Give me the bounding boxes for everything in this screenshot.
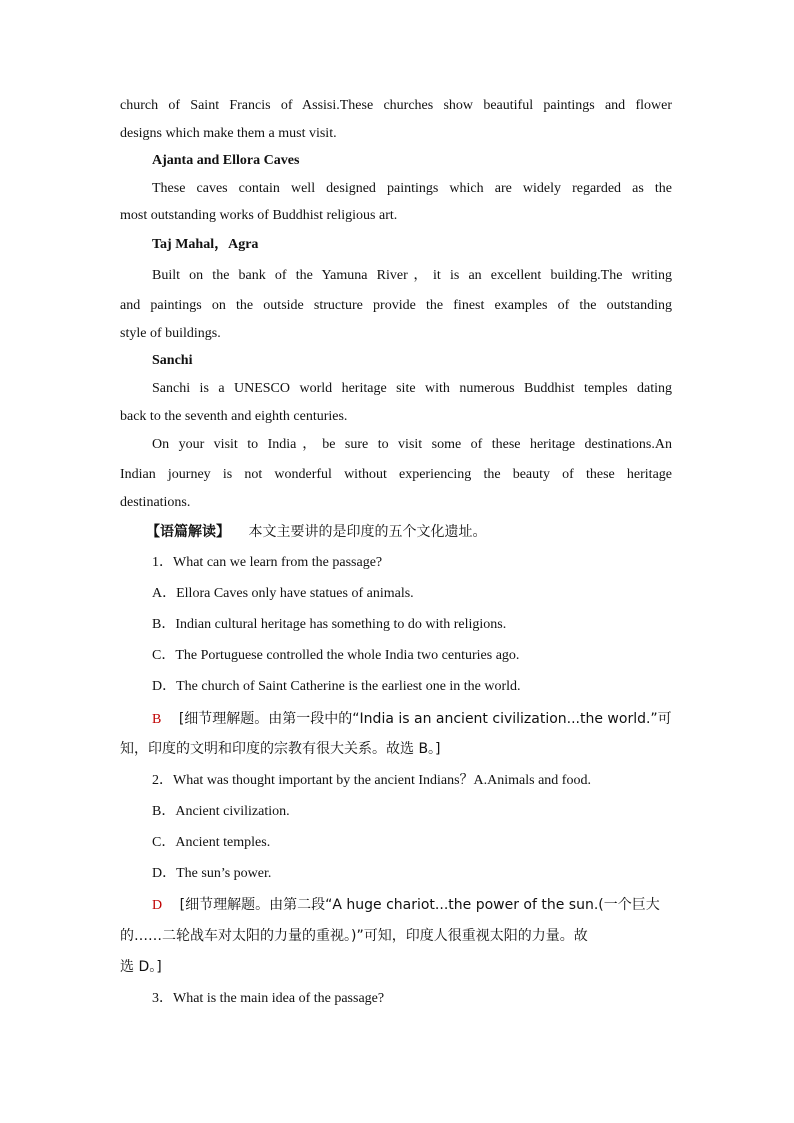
analysis-block	[146, 518, 486, 546]
explanation-text: [细节理解题。由第二段“A huge chariot...the power of the sun.(一个巨大	[179, 897, 660, 913]
section-heading: Ajanta and Ellora Caves	[152, 153, 300, 168]
option-a: A．Ellora Caves only have statues of animals.	[152, 586, 414, 601]
analysis-label: 【语篇解读】	[146, 524, 230, 540]
analysis-text: 本文主要讲的是印度的五个文化遗址。	[248, 524, 487, 540]
answer-letter: D	[152, 898, 163, 913]
passage-line: Built on the bank of the Yamuna River，it is an excellent building.The writing	[152, 268, 672, 283]
option-c: C．The Portuguese controlled the whole India two centuries ago.	[152, 648, 520, 663]
passage-line: back to the seventh and eighth centuries.	[120, 409, 348, 424]
explanation-text: [细节理解题。由第一段中的“India is an ancient civilization...the world.”可	[178, 711, 672, 727]
answer-letter: B	[152, 712, 162, 727]
section-heading: Sanchi	[152, 353, 193, 368]
passage-line: and paintings on the outside structure provide the finest examples of the outstanding	[120, 298, 672, 313]
answer-explanation	[152, 891, 660, 920]
answer-explanation	[152, 705, 672, 734]
question-stem: 2．What was thought important by the ancient Indians？A.Animals and food.	[152, 773, 591, 788]
passage-line: Indian journey is not wonderful without experiencing the beauty of these heritage	[120, 467, 672, 482]
option-d: D．The sun’s power.	[152, 866, 272, 881]
option-b: B．Indian cultural heritage has something to do with religions.	[152, 617, 507, 632]
passage-line: These caves contain well designed paintings which are widely regarded as the	[152, 181, 672, 196]
passage-line: Sanchi is a UNESCO world heritage site with numerous Buddhist temples dating	[152, 381, 672, 396]
passage-line: destinations.	[120, 495, 191, 510]
explanation-text: 选 D。]	[120, 959, 162, 975]
section-heading: Taj Mahal，Agra	[152, 237, 259, 252]
explanation-text: 的……二轮战车对太阳的力量的重视。)”可知，印度人很重视太阳的力量。故	[120, 928, 588, 944]
option-b: B．Ancient civilization.	[152, 804, 290, 819]
option-c: C．Ancient temples.	[152, 835, 271, 850]
question-stem: 1．What can we learn from the passage?	[152, 555, 383, 570]
explanation-text: 知，印度的文明和印度的宗教有很大关系。故选 B。]	[120, 741, 441, 757]
question-stem: 3．What is the main idea of the passage?	[152, 991, 385, 1006]
passage-line: church of Saint Francis of Assisi.These churches show beautiful paintings and flower	[120, 98, 672, 113]
passage-line: most outstanding works of Buddhist religious art.	[120, 208, 398, 223]
passage-line: designs which make them a must visit.	[120, 126, 337, 141]
option-d: D．The church of Saint Catherine is the earliest one in the world.	[152, 679, 521, 694]
passage-line: On your visit to India，be sure to visit some of these heritage destinations.An	[152, 437, 672, 452]
passage-line: style of buildings.	[120, 326, 221, 341]
